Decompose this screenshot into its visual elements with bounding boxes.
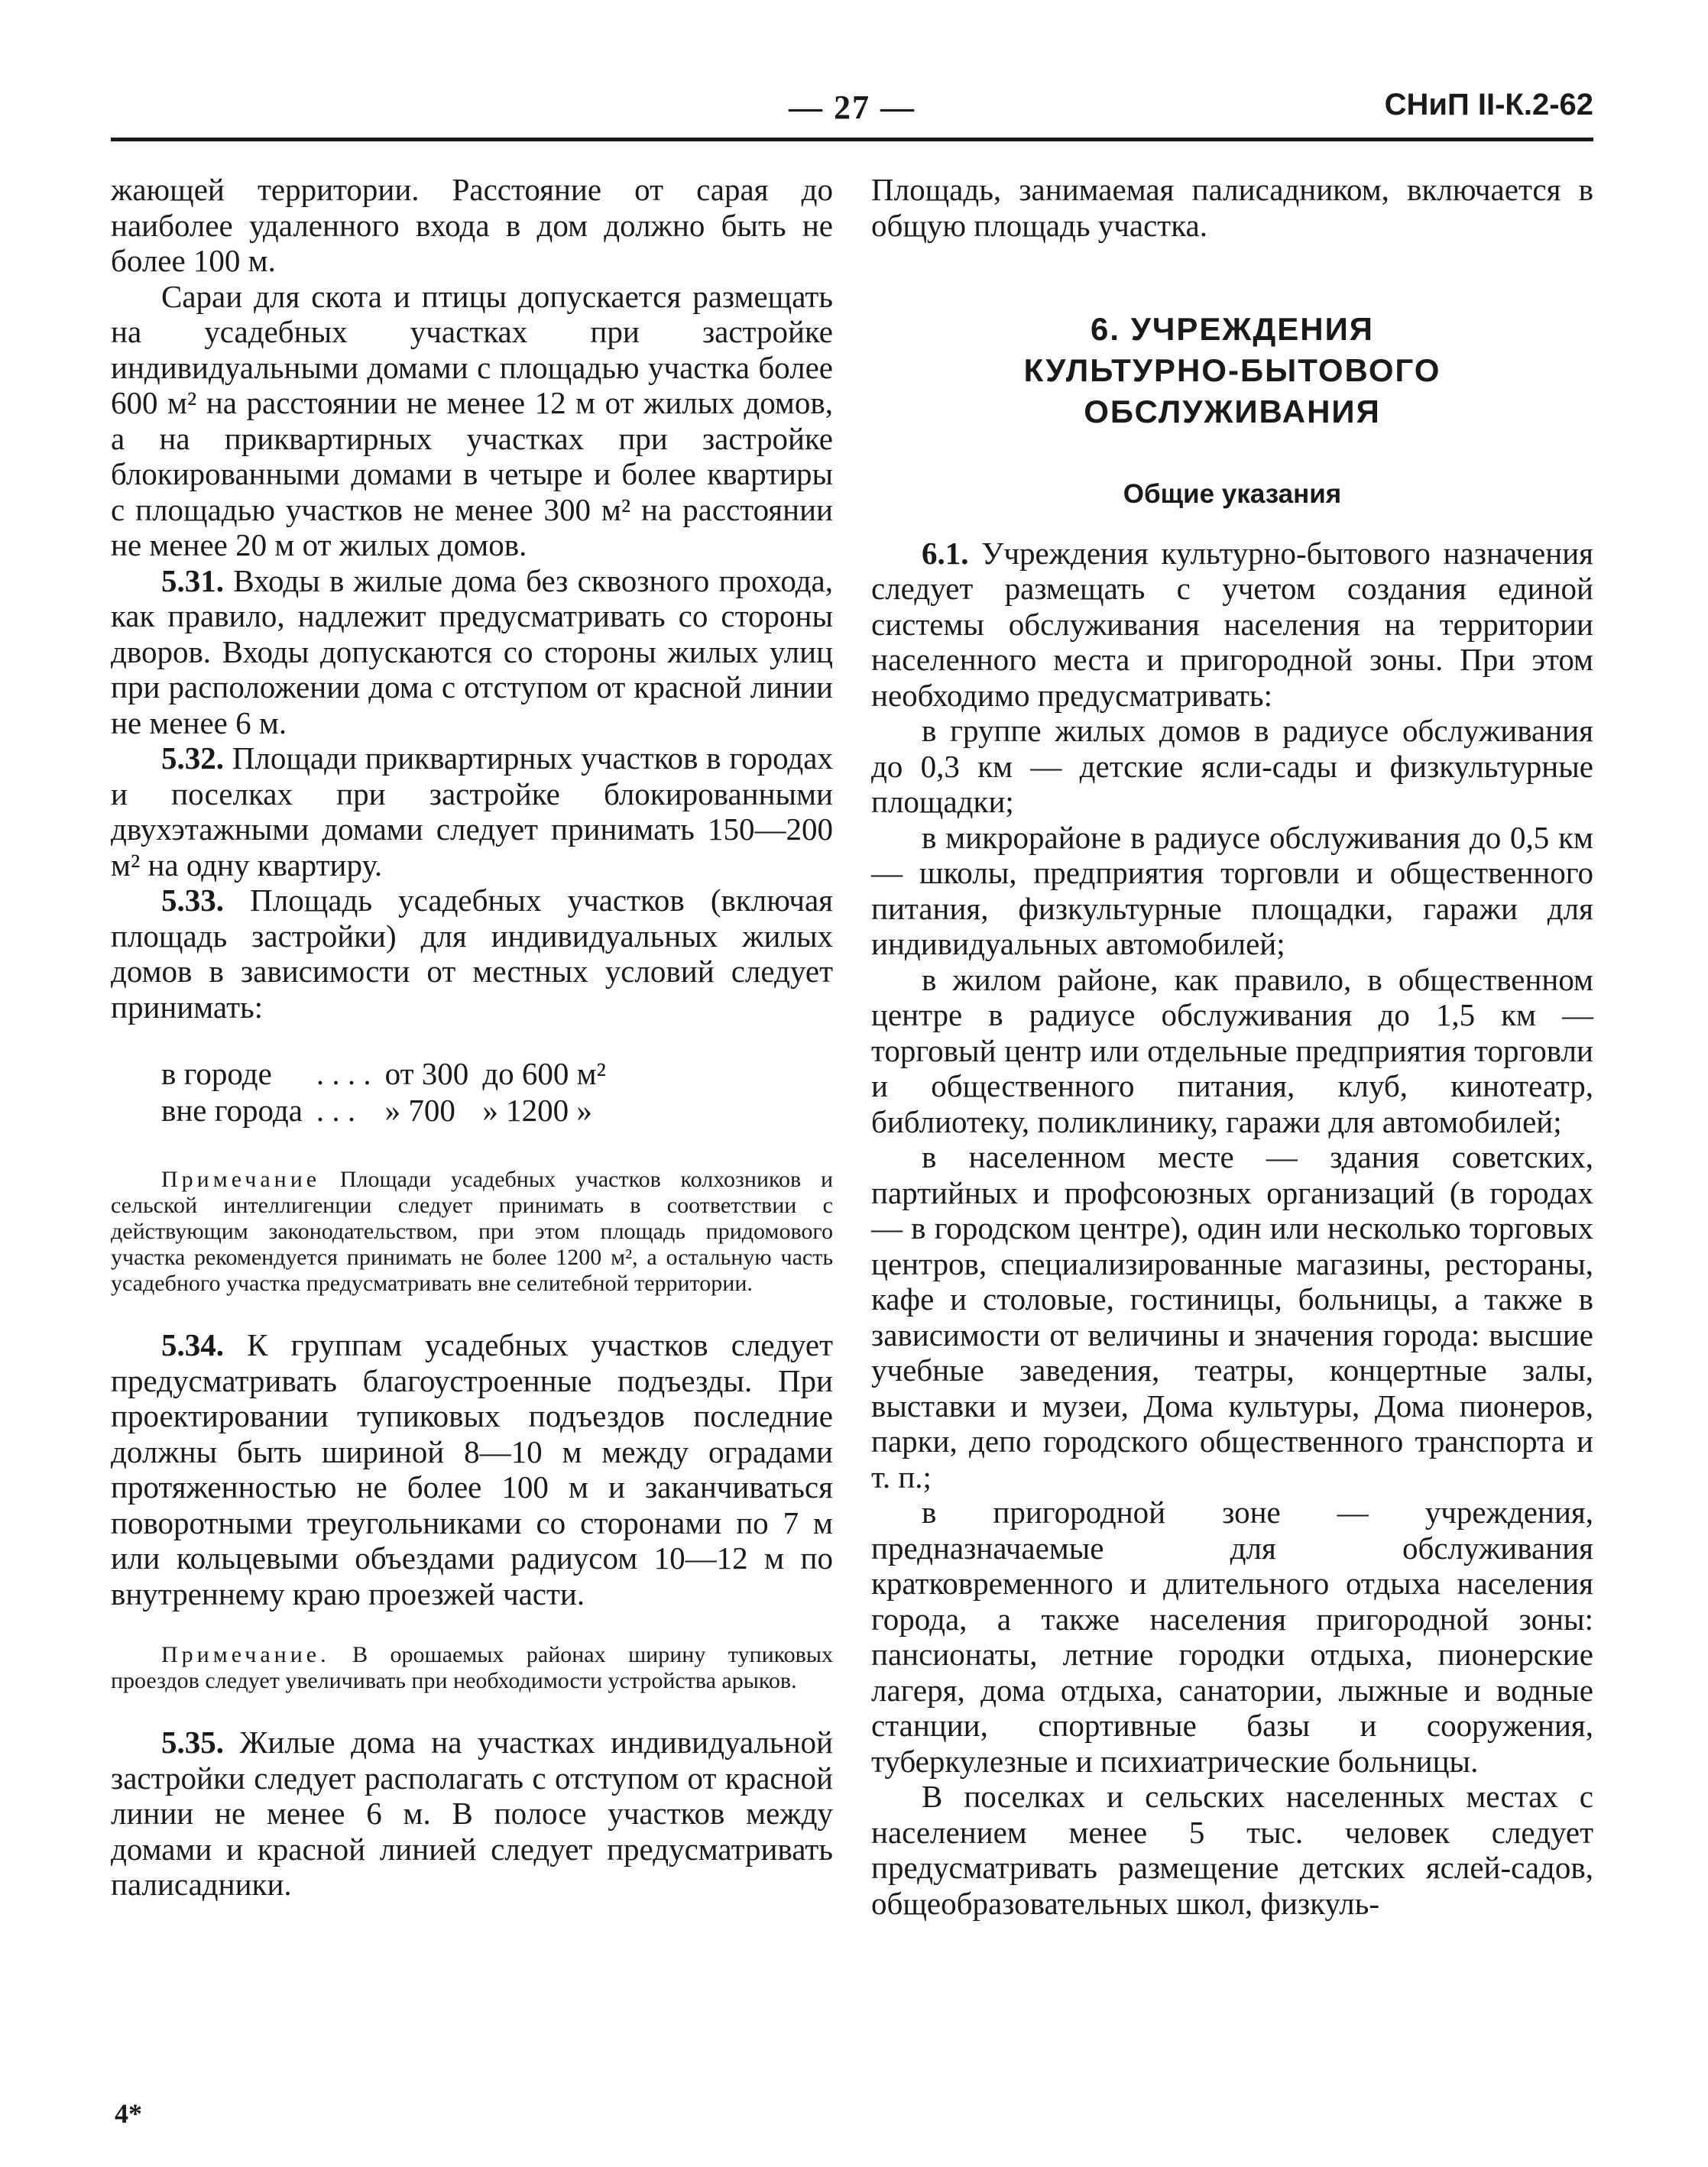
clause-5-34 [111, 1327, 833, 1611]
table-row [161, 1055, 620, 1092]
clause-text: Входы в жилые дома без сквозного прохода, как правило, надлежит предусматривать со стороны дворов. Входы допускаются со стороны жилых улиц при расположении дома с отступом от красной линии не менее 6 м. [111, 562, 834, 740]
clause-number: 5.32. [161, 740, 224, 776]
left-column [111, 172, 833, 1903]
clause-number: 5.35. [161, 1725, 224, 1760]
clause-text: Жилые дома на участках индивидуальной застройки следует располагать с отступом от красной линии не менее 6 м. В полосе участков между домами и красной линией следует предусматривать палисадники. [111, 1725, 833, 1902]
place-cell: в городе [161, 1056, 272, 1091]
from-cell: от 300 [384, 1056, 469, 1091]
signature-mark: 4* [115, 2098, 142, 2129]
section-title [871, 309, 1593, 432]
note-label: Примечание [161, 1167, 321, 1192]
section-title-line: 6. УЧРЕЖДЕНИЯ [1091, 311, 1374, 347]
section-title-line: ОБСЛУЖИВАНИЯ [1084, 394, 1381, 429]
clause-6-1 [871, 536, 1593, 714]
to-cell: до 600 м² [482, 1056, 606, 1091]
paragraph-continuation: жающей территории. Расстояние от сарая до наиболее удаленного входа в дом должно быть не более 100 м. [111, 172, 833, 278]
list-item-group: в группе жилых домов в радиусе обслуживания до 0,3 км — детские ясли-сады и физкультурные площадки; [871, 713, 1593, 819]
note-label: Примечание. [161, 1642, 330, 1667]
list-item-microdistrict: в микрорайоне в радиусе обслуживания до 0,5 км — школы, предприятия торговли и общественного питания, физкультурные площадки, гаражи для индивидуальных автомобилей; [871, 819, 1593, 961]
right-column [871, 172, 1593, 1921]
clause-text: Площадь усадебных участков (включая площадь застройки) для индивидуальных жилых домов в зависимости от местных условий следует принимать: [111, 883, 834, 1025]
clause-5-33 [111, 883, 833, 1025]
list-item-district: в жилом районе, как правило, в общественном центре в радиусе обслуживания до 1,5 км — торговый центр или отдельные предприятия торговли и общественного питания, клуб, кинотеатр, библиотеку, поликлинику, гаражи для автомобилей; [871, 961, 1593, 1139]
clause-5-35 [111, 1725, 833, 1903]
paragraph-sheds: Сараи для скота и птицы допускается размещать на усадебных участках при застройке индивидуальными домами с площадью участка более 600 м² на расстоянии не менее 12 м от жилых домов, а на приквартирных участках при застройке блокированными домами в четыре и более квартиры с площадью участков не менее 300 м² на расстоянии не менее 20 м от жилых домов. [111, 278, 833, 562]
clause-5-31 [111, 563, 833, 741]
subheading: Общие указания [1123, 479, 1342, 509]
dots-cell: . . . . [316, 1056, 371, 1091]
table-row [161, 1092, 620, 1129]
clause-number: 5.31. [161, 562, 224, 598]
clause-5-32 [111, 740, 833, 883]
note-2 [111, 1642, 833, 1694]
page-header [111, 80, 1593, 141]
clause-number: 6.1. [922, 535, 969, 571]
paragraph-continuation: Площадь, занимаемая палисадником, включается в общую площадь участка. [871, 172, 1593, 243]
paragraph-villages: В поселках и сельских населенных местах с населением менее 5 тыс. человек следует предусматривать размещение детских яслей-садов, общеобразовательных школ, физкуль- [871, 1779, 1593, 1921]
plot-area-table [161, 1055, 620, 1129]
note-text: Площади усадебных участков колхозников и сельской интеллигенции следует принимать в соответствии с действующим законодательством, при этом площадь придомового участка рекомендуется принимать не более 1200 м², а остальную часть усадебного участка предусматривать вне селитебной территории. [111, 1167, 834, 1296]
to-cell: » 1200 » [482, 1093, 592, 1128]
place-cell: вне города [161, 1093, 303, 1128]
clause-text: Учреждения культурно-бытового назначения следует размещать с учетом создания единой системы обслуживания населения на территории населенного места и пригородной зоны. При этом необходимо предусматривать: [871, 535, 1593, 713]
list-item-suburb: в пригородной зоне — учреждения, предназначаемые для обслуживания кратковременного и длительного отдыха населения города, а также населения пригородной зоны: пансионаты, летние городки отдыха, пионерские лагеря, дома отдыха, санатории, лыжные и водные станции, спортивные базы и сооружения, туберкулезные и психиатрические больницы. [871, 1495, 1593, 1779]
section-title-line: КУЛЬТУРНО-БЫТОВОГО [1023, 352, 1441, 388]
note-text: В орошаемых районах ширину тупиковых проездов следует увеличивать при необходимости устройства арыков. [111, 1642, 833, 1693]
header-rule [111, 138, 1593, 141]
clause-text: Площади приквартирных участков в городах и поселках при застройке блокированными двухэтажными домами следует принимать 150—200 м² на одну квартиру. [111, 740, 833, 883]
from-cell: » 700 [384, 1093, 455, 1128]
page-number: — 27 — [789, 89, 916, 126]
clause-number: 5.34. [161, 1327, 224, 1362]
list-item-settlement: в населенном месте — здания советских, партийных и профсоюзных организаций (в городах — в городском центре), один или несколько торговых центров, специализированные магазины, рестораны, кафе и столовые, гостиницы, больницы, а также в зависимости от величины и значения города: высшие учебные заведения, театры, концертные залы, выставки и музеи, Дома культуры, Дома пионеров, парки, депо городского общественного транспорта и т. п.; [871, 1139, 1593, 1495]
document-code: СНиП II-К.2-62 [1384, 88, 1593, 121]
clause-number: 5.33. [161, 883, 224, 918]
clause-text: К группам усадебных участков следует предусматривать благоустроенные подъезды. При проектировании тупиковых подъездов последние должны быть шириной 8—10 м между оградами протяженностью не более 100 м и заканчиваться поворотными треугольниками со сторонами по 7 м или кольцевыми объездами радиусом 10—12 м по внутреннему краю проезжей части. [111, 1327, 833, 1611]
note-1 [111, 1167, 833, 1297]
dots-cell: . . . [316, 1093, 356, 1128]
